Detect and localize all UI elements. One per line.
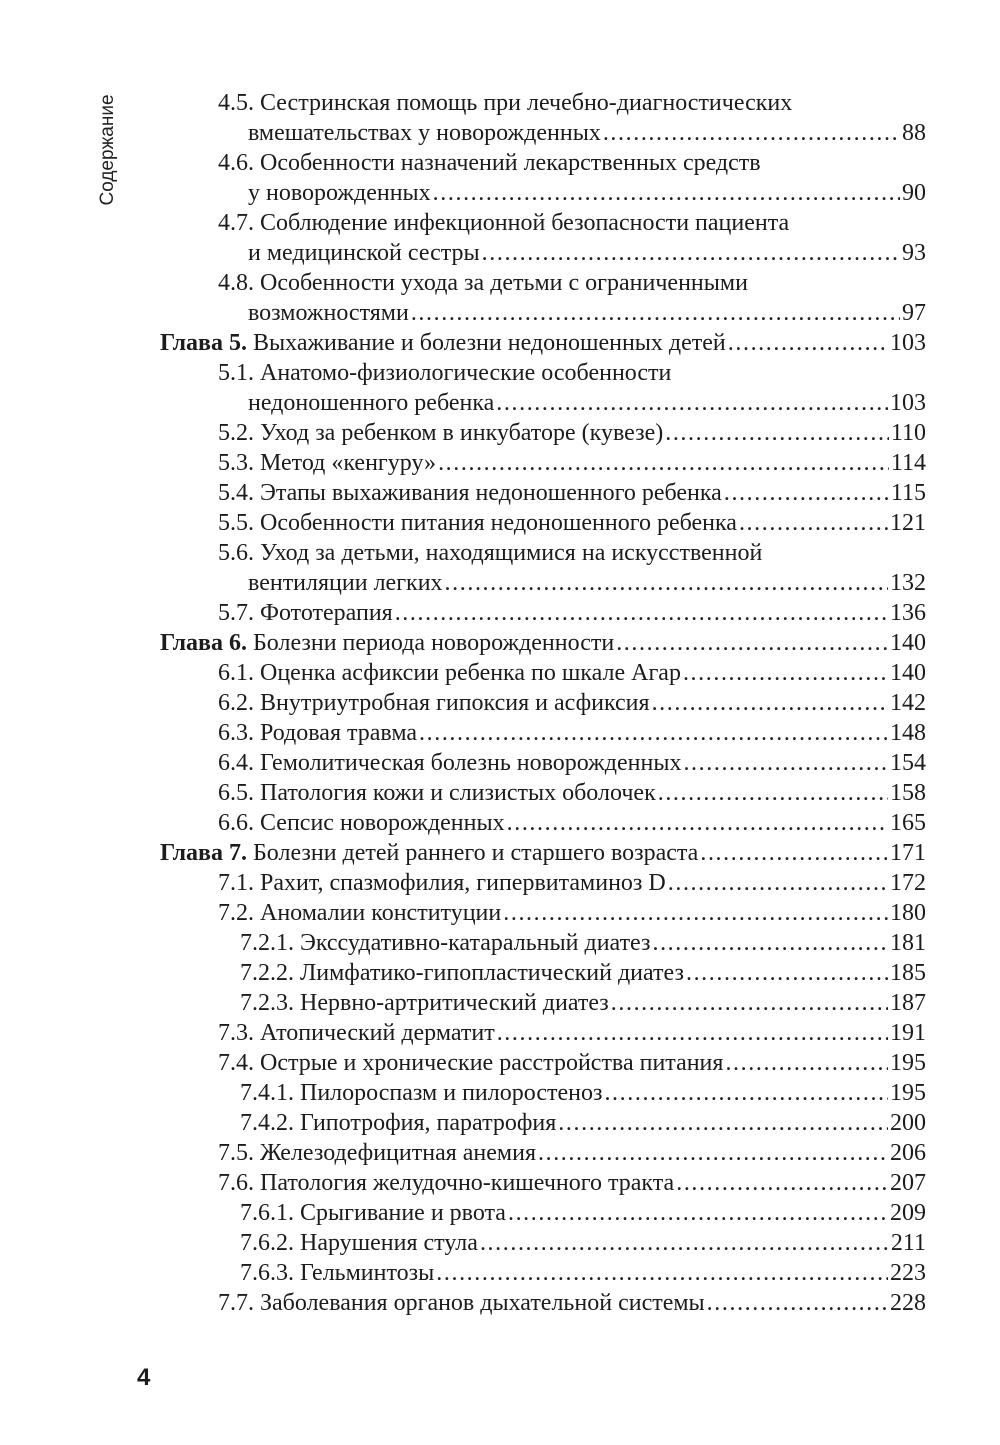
toc-line [240,1228,926,1258]
entry-title: 6.5. Патология кожи и слизистых оболочек [218,780,656,806]
toc-line [218,418,926,448]
entry-title: 5.2. Уход за ребенком в инкубаторе (кувезе) [218,420,664,446]
entry-page-number: 187 [890,990,926,1016]
dot-leader [665,418,889,448]
toc-entry [0,208,1000,268]
toc-line [160,628,926,658]
entry-title: 5.1. Анатомо-физиологические особенности [218,360,672,386]
entry-title: 5.7. Фототерапия [218,600,393,626]
entry-title: и медицинской сестры [248,240,480,266]
entry-page-number: 103 [890,390,926,416]
toc-entry [0,1108,1000,1138]
toc-line [218,268,926,298]
toc-line [218,868,926,898]
entry-page-number: 121 [890,510,926,536]
dot-leader [724,478,889,508]
entry-page-number: 132 [890,570,926,596]
entry-title: 7.3. Атопический дерматит [218,1020,495,1046]
toc-line [218,598,926,628]
toc-line [218,358,926,388]
dot-leader [700,838,888,868]
entry-page-number: 172 [890,870,926,896]
toc-entry [0,1078,1000,1108]
entry-page-number: 206 [890,1140,926,1166]
dot-leader [603,118,900,148]
toc-line [218,778,926,808]
entry-title: 6.3. Родовая травма [218,720,418,746]
toc-line [218,88,926,118]
toc-line [218,808,926,838]
toc-line [248,568,926,598]
entry-title: недоношенного ребенка [248,390,495,416]
toc-line [240,1258,926,1288]
dot-leader [676,1168,888,1198]
toc-entry [0,958,1000,988]
toc-line [240,928,926,958]
entry-page-number: 228 [890,1290,926,1316]
chapter-label: Глава 6. [160,630,247,656]
entry-title: 7.4.2. Гипотрофия, паратрофия [240,1110,557,1136]
toc-line [160,328,926,358]
entry-title: 4.7. Соблюдение инфекционной безопасности пациента [218,210,790,236]
toc-line [218,688,926,718]
dot-leader [739,508,888,538]
entry-title: возможностями [248,300,409,326]
entry-page-number: 200 [890,1110,926,1136]
toc-chapter [0,628,1000,658]
toc-line [240,1108,926,1138]
dot-leader [558,1108,888,1138]
entry-title: Выхаживание и болезни недоношенных детей [253,330,726,356]
toc-line [218,1048,926,1078]
dot-leader [683,658,888,688]
dot-leader [538,1138,888,1168]
entry-title: у новорожденных [248,180,431,206]
dot-leader [496,388,888,418]
entry-page-number: 148 [890,720,926,746]
toc-entry [0,358,1000,418]
entry-page-number: 207 [890,1170,926,1196]
dot-leader [508,1198,888,1228]
entry-page-number: 209 [890,1200,926,1226]
toc-line [218,208,926,238]
dot-leader [658,778,888,808]
toc-line [218,658,926,688]
entry-title: 7.6.1. Срыгивание и рвота [240,1200,506,1226]
entry-page-number: 158 [890,780,926,806]
dot-leader [728,328,888,358]
toc-entry [0,808,1000,838]
dot-leader [419,718,888,748]
toc-entry [0,1138,1000,1168]
toc-entry [0,718,1000,748]
entry-title: 5.3. Метод «кенгуру» [218,450,437,476]
toc-line [218,1018,926,1048]
entry-page-number: 140 [890,660,926,686]
dot-leader [686,958,888,988]
entry-title: 7.4. Острые и хронические расстройства питания [218,1050,724,1076]
entry-page-number: 195 [890,1080,926,1106]
entry-page-number: 195 [890,1050,926,1076]
toc-entry [0,778,1000,808]
page-number: 4 [137,1364,151,1391]
toc-line [218,1288,926,1318]
entry-title: 7.5. Железодефицитная анемия [218,1140,536,1166]
dot-leader [395,598,888,628]
entry-title: 7.7. Заболевания органов дыхательной системы [218,1290,705,1316]
entry-page-number: 93 [902,240,926,266]
dot-leader [436,1258,888,1288]
toc-entry [0,868,1000,898]
toc-line [218,1138,926,1168]
toc-line [218,718,926,748]
toc-line [248,178,926,208]
toc-line [218,148,926,178]
entry-title: вентиляции легких [248,570,443,596]
toc-line [218,898,926,928]
dot-leader [707,1288,888,1318]
entry-title: 5.6. Уход за детьми, находящимися на искусственной [218,540,763,566]
entry-title: 7.2.1. Экссудативно-катаральный диатез [240,930,651,956]
entry-title: 7.4.1. Пилороспазм и пилоростеноз [240,1080,603,1106]
toc-line [248,298,926,328]
entry-title: Болезни детей раннего и старшего возраста [253,840,699,866]
dot-leader [503,898,888,928]
entry-title: Болезни периода новорожденности [253,630,615,656]
toc-line [160,838,926,868]
toc-entry [0,598,1000,628]
entry-title: 7.6.3. Гельминтозы [240,1260,435,1286]
toc-entry [0,928,1000,958]
entry-page-number: 103 [890,330,926,356]
dot-leader [445,568,888,598]
dot-leader [482,238,900,268]
entry-title: 6.2. Внутриутробная гипоксия и асфиксия [218,690,650,716]
toc-entry [0,1198,1000,1228]
toc-entry [0,88,1000,148]
entry-page-number: 90 [902,180,926,206]
entry-title: 5.4. Этапы выхаживания недоношенного ребенка [218,480,722,506]
entry-page-number: 115 [890,480,926,506]
entry-page-number: 142 [890,690,926,716]
toc-line [240,1198,926,1228]
toc-entry [0,1258,1000,1288]
toc-line [218,478,926,508]
dot-leader [668,868,888,898]
entry-title: 6.1. Оценка асфиксии ребенка по шкале Агар [218,660,681,686]
toc-chapter [0,838,1000,868]
entry-title: 7.2. Аномалии конституции [218,900,502,926]
entry-page-number: 136 [890,600,926,626]
entry-page-number: 171 [890,840,926,866]
entry-page-number: 181 [890,930,926,956]
dot-leader [438,448,889,478]
toc-entry [0,688,1000,718]
toc-chapter [0,328,1000,358]
entry-title: 7.2.2. Лимфатико-гипопластический диатез [240,960,684,986]
dot-leader [507,808,888,838]
toc-entry [0,148,1000,208]
toc-line [240,988,926,1018]
entry-title: 4.5. Сестринская помощь при лечебно-диагностических [218,90,793,116]
entry-page-number: 154 [890,750,926,776]
running-head-text: Содержание [97,94,118,206]
dot-leader [652,928,888,958]
table-of-contents [0,88,1000,1318]
entry-page-number: 165 [890,810,926,836]
toc-line [248,238,926,268]
dot-leader [611,988,888,1018]
chapter-label: Глава 7. [160,840,247,866]
entry-title: вмешательствах у новорожденных [248,120,601,146]
toc-line [248,388,926,418]
toc-line [218,508,926,538]
entry-title: 7.1. Рахит, спазмофилия, гипервитаминоз D [218,870,666,896]
toc-entry [0,1048,1000,1078]
toc-line [248,118,926,148]
toc-line [218,538,926,568]
dot-leader [411,298,900,328]
dot-leader [652,688,888,718]
dot-leader [497,1018,888,1048]
entry-page-number: 110 [890,420,926,446]
entry-title: 4.6. Особенности назначений лекарственных средств [218,150,761,176]
toc-entry [0,1018,1000,1048]
toc-line [218,448,926,478]
entry-page-number: 185 [890,960,926,986]
entry-title: 5.5. Особенности питания недоношенного ребенка [218,510,737,536]
entry-title: 4.8. Особенности ухода за детьми с ограниченными [218,270,748,296]
toc-entry [0,988,1000,1018]
toc-line [218,748,926,778]
toc-entry [0,898,1000,928]
chapter-label: Глава 5. [160,330,247,356]
dot-leader [433,178,900,208]
entry-page-number: 191 [890,1020,926,1046]
toc-entry [0,1288,1000,1318]
entry-page-number: 88 [902,120,926,146]
toc-entry [0,1168,1000,1198]
entry-page-number: 211 [890,1230,926,1256]
toc-entry [0,418,1000,448]
toc-line [218,1168,926,1198]
toc-entry [0,448,1000,478]
toc-entry [0,658,1000,688]
entry-page-number: 114 [890,450,926,476]
dot-leader [480,1228,889,1258]
dot-leader [616,628,888,658]
entry-title: 6.6. Сепсис новорожденных [218,810,505,836]
entry-page-number: 223 [890,1260,926,1286]
toc-entry [0,538,1000,598]
entry-page-number: 180 [890,900,926,926]
toc-line [240,958,926,988]
dot-leader [683,748,888,778]
entry-title: 7.6.2. Нарушения стула [240,1230,478,1256]
dot-leader [604,1078,888,1108]
dot-leader [725,1048,888,1078]
toc-entry [0,478,1000,508]
toc-line [240,1078,926,1108]
toc-entry [0,508,1000,538]
toc-entry [0,268,1000,328]
entry-page-number: 97 [902,300,926,326]
toc-entry [0,748,1000,778]
toc-entry [0,1228,1000,1258]
entry-title: 6.4. Гемолитическая болезнь новорожденных [218,750,682,776]
entry-title: 7.6. Патология желудочно-кишечного тракта [218,1170,675,1196]
entry-title: 7.2.3. Нервно-артритический диатез [240,990,609,1016]
entry-page-number: 140 [890,630,926,656]
